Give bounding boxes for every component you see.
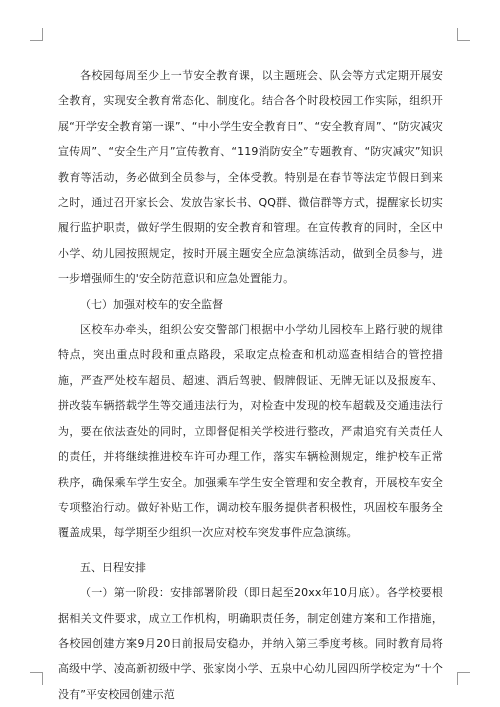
paragraph-safety-education: 各校园每周至少上一节安全教育课，以主题班会、队会等方式定期开展安全教育，实现安全教育常态化、制度化。结合各个时段校园工作实际，组织开展“开学安全教育第一课”、“中小学生安全教育日”、“安全教育周”、“防灾减灾宣传周”、“安全生产月”宣传教育、“119消防安全”专题教育、“防灾减灾”知识教育等活动，务必做到全员参与，全体受教。特别是在春节等法定节假日到来之时，通过召开家长会、发放告家长书、QQ群、微信群等方式，提醒家长切实履行监护职责，做好学生假期的安全教育和管理。在宣传教育的同时，全区中小学、幼儿园按照规定，按时开展主题安全应急演练活动，做到全员参与，进一步增强师生的'安全防范意识和应急处置能力。 (58, 69, 443, 286)
crop-mark-bottom-right (457, 672, 470, 685)
heading-schedule: 五、日程安排 (80, 560, 146, 574)
paragraph-phase-one: （一）第一阶段：安排部署阶段（即日起至20xx年10月底）。各学校要根据相关文件要求，成立工作机构，明确职责任务，制定创建方案和工作措施，各校园创建方案9月20日前报局安稳办，并纳入第三季度考核。同时教育局将高级中学、凌高新初级中学、张家岗小学、五泉中心幼儿园四所学校定为“十个没有”平安校园创建示范 (58, 586, 443, 701)
heading-school-bus-supervision: （七）加强对校车的安全监督 (80, 297, 223, 311)
document-body (58, 63, 443, 707)
crop-mark-bottom-left (30, 672, 43, 685)
crop-mark-top-left (30, 28, 43, 41)
paragraph-school-bus: 区校车办牵头，组织公安交警部门根据中小学幼儿园校车上路行驶的规律特点，突出重点时段和重点路段，采取定点检查和机动巡查相结合的管控措施，严查严处校车超员、超速、酒后驾驶、假牌假证、无牌无证以及报废车、拼改装车辆搭载学生等交通违法行为，对检查中发现的校车超载及交通违法行为，要在依法查处的同时，立即督促相关学校进行整改，严肃追究有关责任人的责任，并将继续推进校车许可办理工作，落实车辆检测规定，维护校车正常秩序，确保乘车学生安全。加强乘车学生安全管理和安全教育，开展校车安全专项整治行动。做好补贴工作，调动校车服务提供者积极性，巩固校车服务全覆盖成果，每学期至少组织一次应对校车突发事件应急演练。 (58, 323, 443, 540)
crop-mark-top-right (457, 28, 470, 41)
section-gap (58, 546, 443, 555)
